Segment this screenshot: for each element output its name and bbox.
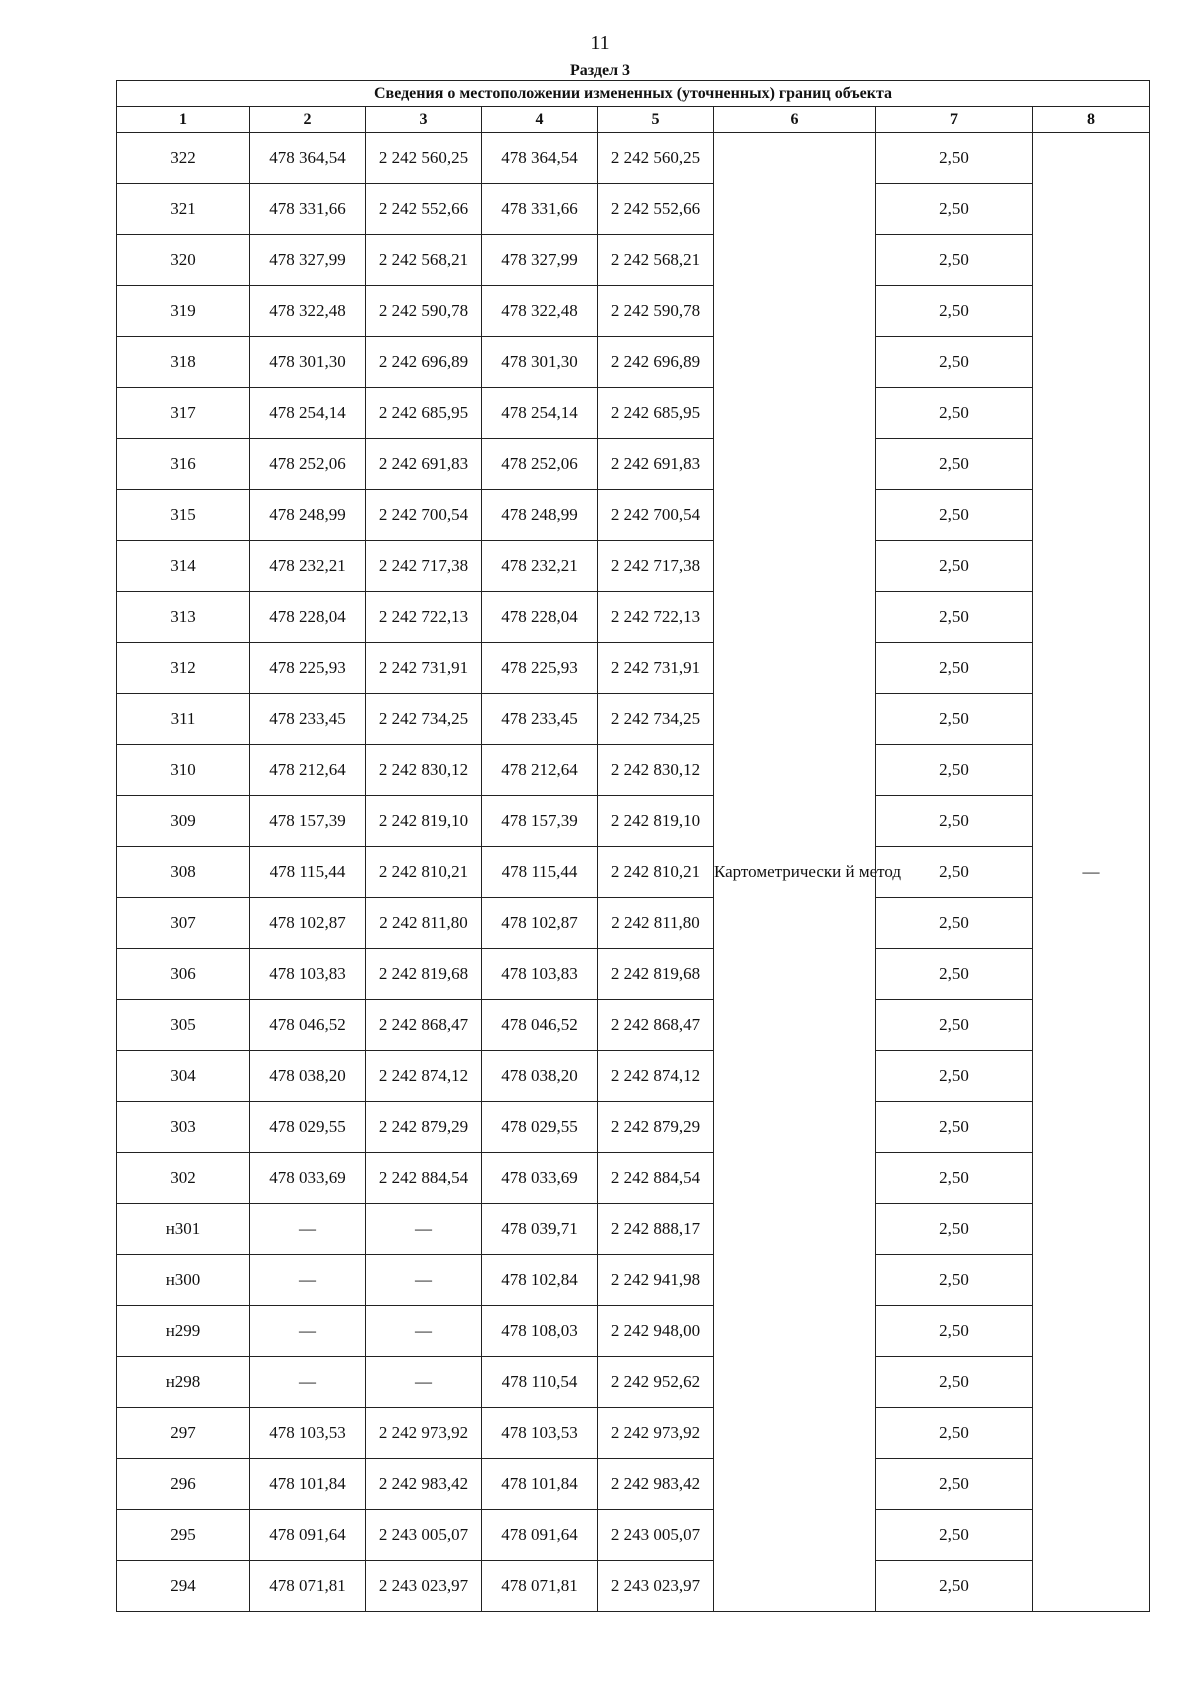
existing-y-cell: —	[366, 1357, 482, 1408]
refined-x-cell: 478 039,71	[482, 1204, 598, 1255]
table-row	[117, 286, 1150, 337]
existing-x-cell: 478 102,87	[250, 898, 366, 949]
refined-x-cell: 478 029,55	[482, 1102, 598, 1153]
table-row	[117, 592, 1150, 643]
accuracy-cell: 2,50	[876, 694, 1033, 745]
table-row	[117, 745, 1150, 796]
refined-y-cell: 2 242 700,54	[598, 490, 714, 541]
refined-y-cell: 2 242 819,68	[598, 949, 714, 1000]
existing-y-cell: 2 242 819,68	[366, 949, 482, 1000]
refined-x-cell: 478 331,66	[482, 184, 598, 235]
existing-x-cell: 478 301,30	[250, 337, 366, 388]
accuracy-cell: 2,50	[876, 184, 1033, 235]
existing-y-cell: —	[366, 1204, 482, 1255]
refined-y-cell: 2 242 731,91	[598, 643, 714, 694]
accuracy-cell: 2,50	[876, 1000, 1033, 1051]
column-header-1: 1	[117, 107, 250, 133]
existing-y-cell: 2 242 868,47	[366, 1000, 482, 1051]
refined-x-cell: 478 252,06	[482, 439, 598, 490]
existing-x-cell: 478 232,21	[250, 541, 366, 592]
column-header-3: 3	[366, 107, 482, 133]
accuracy-cell: 2,50	[876, 490, 1033, 541]
accuracy-cell: 2,50	[876, 286, 1033, 337]
accuracy-cell: 2,50	[876, 847, 1033, 898]
refined-y-cell: 2 242 830,12	[598, 745, 714, 796]
point-id-cell: 302	[117, 1153, 250, 1204]
refined-y-cell: 2 242 879,29	[598, 1102, 714, 1153]
existing-x-cell: 478 252,06	[250, 439, 366, 490]
refined-y-cell: 2 242 874,12	[598, 1051, 714, 1102]
existing-x-cell: —	[250, 1306, 366, 1357]
accuracy-cell: 2,50	[876, 235, 1033, 286]
table-row	[117, 439, 1150, 490]
existing-x-cell: 478 071,81	[250, 1561, 366, 1612]
existing-x-cell: 478 033,69	[250, 1153, 366, 1204]
refined-x-cell: 478 038,20	[482, 1051, 598, 1102]
method-cell: Картометрически й метод	[714, 133, 876, 1612]
table-caption: Сведения о местоположении измененных (уточненных) границ объекта	[117, 81, 1150, 107]
boundary-coordinates-table	[116, 80, 1150, 1612]
refined-x-cell: 478 115,44	[482, 847, 598, 898]
refined-y-cell: 2 242 948,00	[598, 1306, 714, 1357]
refined-y-cell: 2 242 552,66	[598, 184, 714, 235]
existing-y-cell: 2 242 830,12	[366, 745, 482, 796]
existing-x-cell: 478 103,83	[250, 949, 366, 1000]
point-id-cell: 294	[117, 1561, 250, 1612]
refined-y-cell: 2 242 717,38	[598, 541, 714, 592]
refined-x-cell: 478 301,30	[482, 337, 598, 388]
point-id-cell: н298	[117, 1357, 250, 1408]
table-row	[117, 1051, 1150, 1102]
existing-y-cell: 2 242 983,42	[366, 1459, 482, 1510]
accuracy-cell: 2,50	[876, 1204, 1033, 1255]
accuracy-cell: 2,50	[876, 1408, 1033, 1459]
point-id-cell: н300	[117, 1255, 250, 1306]
refined-x-cell: 478 248,99	[482, 490, 598, 541]
existing-y-cell: 2 242 717,38	[366, 541, 482, 592]
point-id-cell: 306	[117, 949, 250, 1000]
column-header-6: 6	[714, 107, 876, 133]
existing-y-cell: 2 242 811,80	[366, 898, 482, 949]
existing-y-cell: 2 242 731,91	[366, 643, 482, 694]
accuracy-cell: 2,50	[876, 388, 1033, 439]
refined-y-cell: 2 242 696,89	[598, 337, 714, 388]
refined-x-cell: 478 103,53	[482, 1408, 598, 1459]
accuracy-cell: 2,50	[876, 133, 1033, 184]
refined-y-cell: 2 243 005,07	[598, 1510, 714, 1561]
existing-x-cell: 478 331,66	[250, 184, 366, 235]
table-row	[117, 643, 1150, 694]
refined-x-cell: 478 228,04	[482, 592, 598, 643]
accuracy-cell: 2,50	[876, 541, 1033, 592]
existing-x-cell: 478 327,99	[250, 235, 366, 286]
existing-y-cell: 2 242 590,78	[366, 286, 482, 337]
refined-x-cell: 478 364,54	[482, 133, 598, 184]
table-row	[117, 133, 1150, 184]
table-body	[117, 133, 1150, 1612]
table-row	[117, 1357, 1150, 1408]
table-row	[117, 796, 1150, 847]
refined-y-cell: 2 242 888,17	[598, 1204, 714, 1255]
existing-y-cell: 2 242 734,25	[366, 694, 482, 745]
point-id-cell: 317	[117, 388, 250, 439]
existing-y-cell: 2 242 819,10	[366, 796, 482, 847]
refined-y-cell: 2 242 722,13	[598, 592, 714, 643]
table-row	[117, 1102, 1150, 1153]
point-id-cell: 321	[117, 184, 250, 235]
refined-x-cell: 478 102,84	[482, 1255, 598, 1306]
point-id-cell: 316	[117, 439, 250, 490]
refined-x-cell: 478 103,83	[482, 949, 598, 1000]
accuracy-cell: 2,50	[876, 745, 1033, 796]
refined-x-cell: 478 157,39	[482, 796, 598, 847]
table-row	[117, 1459, 1150, 1510]
refined-y-cell: 2 243 023,97	[598, 1561, 714, 1612]
refined-y-cell: 2 242 973,92	[598, 1408, 714, 1459]
point-id-cell: 296	[117, 1459, 250, 1510]
table-row	[117, 1306, 1150, 1357]
accuracy-cell: 2,50	[876, 439, 1033, 490]
column-header-4: 4	[482, 107, 598, 133]
refined-x-cell: 478 033,69	[482, 1153, 598, 1204]
accuracy-cell: 2,50	[876, 1561, 1033, 1612]
refined-x-cell: 478 322,48	[482, 286, 598, 337]
point-id-cell: 311	[117, 694, 250, 745]
refined-x-cell: 478 101,84	[482, 1459, 598, 1510]
column-header-2: 2	[250, 107, 366, 133]
existing-x-cell: 478 038,20	[250, 1051, 366, 1102]
accuracy-cell: 2,50	[876, 1510, 1033, 1561]
point-id-cell: 312	[117, 643, 250, 694]
table-row	[117, 898, 1150, 949]
table-row	[117, 694, 1150, 745]
point-id-cell: 295	[117, 1510, 250, 1561]
table-row	[117, 1153, 1150, 1204]
accuracy-cell: 2,50	[876, 337, 1033, 388]
point-id-cell: 318	[117, 337, 250, 388]
table-row	[117, 184, 1150, 235]
point-id-cell: 305	[117, 1000, 250, 1051]
refined-x-cell: 478 091,64	[482, 1510, 598, 1561]
existing-y-cell: 2 242 879,29	[366, 1102, 482, 1153]
existing-y-cell: —	[366, 1306, 482, 1357]
existing-x-cell: 478 225,93	[250, 643, 366, 694]
existing-x-cell: 478 115,44	[250, 847, 366, 898]
existing-x-cell: 478 029,55	[250, 1102, 366, 1153]
existing-x-cell: 478 091,64	[250, 1510, 366, 1561]
accuracy-cell: 2,50	[876, 1051, 1033, 1102]
existing-x-cell: 478 228,04	[250, 592, 366, 643]
existing-y-cell: 2 242 884,54	[366, 1153, 482, 1204]
existing-x-cell: 478 157,39	[250, 796, 366, 847]
refined-x-cell: 478 254,14	[482, 388, 598, 439]
existing-x-cell: 478 103,53	[250, 1408, 366, 1459]
existing-x-cell: 478 046,52	[250, 1000, 366, 1051]
existing-y-cell: 2 242 696,89	[366, 337, 482, 388]
existing-x-cell: 478 233,45	[250, 694, 366, 745]
refined-x-cell: 478 212,64	[482, 745, 598, 796]
refined-y-cell: 2 242 560,25	[598, 133, 714, 184]
existing-x-cell: —	[250, 1255, 366, 1306]
table-row	[117, 847, 1150, 898]
accuracy-cell: 2,50	[876, 1306, 1033, 1357]
accuracy-cell: 2,50	[876, 796, 1033, 847]
accuracy-cell: 2,50	[876, 1102, 1033, 1153]
accuracy-cell: 2,50	[876, 898, 1033, 949]
refined-x-cell: 478 046,52	[482, 1000, 598, 1051]
refined-x-cell: 478 327,99	[482, 235, 598, 286]
table-row	[117, 1255, 1150, 1306]
table-row	[117, 541, 1150, 592]
existing-x-cell: —	[250, 1357, 366, 1408]
existing-x-cell: 478 254,14	[250, 388, 366, 439]
refined-x-cell: 478 233,45	[482, 694, 598, 745]
refined-y-cell: 2 242 810,21	[598, 847, 714, 898]
existing-y-cell: 2 242 810,21	[366, 847, 482, 898]
accuracy-cell: 2,50	[876, 949, 1033, 1000]
section-title: Раздел 3	[569, 62, 631, 79]
point-id-cell: 307	[117, 898, 250, 949]
refined-x-cell: 478 232,21	[482, 541, 598, 592]
existing-y-cell: 2 242 691,83	[366, 439, 482, 490]
refined-y-cell: 2 242 868,47	[598, 1000, 714, 1051]
point-id-cell: 309	[117, 796, 250, 847]
existing-y-cell: 2 243 023,97	[366, 1561, 482, 1612]
point-id-cell: н301	[117, 1204, 250, 1255]
table-row	[117, 1204, 1150, 1255]
refined-x-cell: 478 108,03	[482, 1306, 598, 1357]
accuracy-cell: 2,50	[876, 1459, 1033, 1510]
existing-y-cell: 2 242 552,66	[366, 184, 482, 235]
table-row	[117, 949, 1150, 1000]
existing-y-cell: —	[366, 1255, 482, 1306]
table-row	[117, 235, 1150, 286]
existing-y-cell: 2 242 973,92	[366, 1408, 482, 1459]
refined-x-cell: 478 071,81	[482, 1561, 598, 1612]
point-id-cell: н299	[117, 1306, 250, 1357]
column-header-7: 7	[876, 107, 1033, 133]
existing-y-cell: 2 242 700,54	[366, 490, 482, 541]
existing-x-cell: 478 212,64	[250, 745, 366, 796]
existing-x-cell: 478 364,54	[250, 133, 366, 184]
refined-y-cell: 2 242 685,95	[598, 388, 714, 439]
point-id-cell: 319	[117, 286, 250, 337]
existing-x-cell: —	[250, 1204, 366, 1255]
column-header-5: 5	[598, 107, 714, 133]
table-row	[117, 1408, 1150, 1459]
refined-y-cell: 2 242 819,10	[598, 796, 714, 847]
refined-y-cell: 2 242 884,54	[598, 1153, 714, 1204]
refined-y-cell: 2 242 983,42	[598, 1459, 714, 1510]
refined-x-cell: 478 110,54	[482, 1357, 598, 1408]
point-id-cell: 308	[117, 847, 250, 898]
existing-y-cell: 2 242 874,12	[366, 1051, 482, 1102]
point-id-cell: 315	[117, 490, 250, 541]
refined-y-cell: 2 242 952,62	[598, 1357, 714, 1408]
point-id-cell: 303	[117, 1102, 250, 1153]
accuracy-cell: 2,50	[876, 1255, 1033, 1306]
point-id-cell: 304	[117, 1051, 250, 1102]
existing-y-cell: 2 242 568,21	[366, 235, 482, 286]
refined-y-cell: 2 242 691,83	[598, 439, 714, 490]
page-number: 11	[590, 32, 610, 54]
table-row	[117, 388, 1150, 439]
refined-y-cell: 2 242 590,78	[598, 286, 714, 337]
table-row	[117, 1561, 1150, 1612]
column-8-cell: —	[1033, 133, 1150, 1612]
point-id-cell: 320	[117, 235, 250, 286]
table-row	[117, 1000, 1150, 1051]
point-id-cell: 297	[117, 1408, 250, 1459]
refined-y-cell: 2 242 734,25	[598, 694, 714, 745]
column-number-row	[117, 107, 1150, 133]
point-id-cell: 322	[117, 133, 250, 184]
refined-x-cell: 478 102,87	[482, 898, 598, 949]
existing-x-cell: 478 248,99	[250, 490, 366, 541]
point-id-cell: 314	[117, 541, 250, 592]
accuracy-cell: 2,50	[876, 1153, 1033, 1204]
accuracy-cell: 2,50	[876, 592, 1033, 643]
point-id-cell: 313	[117, 592, 250, 643]
existing-y-cell: 2 242 685,95	[366, 388, 482, 439]
table-row	[117, 490, 1150, 541]
existing-y-cell: 2 242 722,13	[366, 592, 482, 643]
existing-x-cell: 478 101,84	[250, 1459, 366, 1510]
existing-x-cell: 478 322,48	[250, 286, 366, 337]
refined-x-cell: 478 225,93	[482, 643, 598, 694]
existing-y-cell: 2 243 005,07	[366, 1510, 482, 1561]
refined-y-cell: 2 242 568,21	[598, 235, 714, 286]
table-row	[117, 337, 1150, 388]
refined-y-cell: 2 242 811,80	[598, 898, 714, 949]
table-row	[117, 1510, 1150, 1561]
accuracy-cell: 2,50	[876, 1357, 1033, 1408]
point-id-cell: 310	[117, 745, 250, 796]
accuracy-cell: 2,50	[876, 643, 1033, 694]
existing-y-cell: 2 242 560,25	[366, 133, 482, 184]
column-header-8: 8	[1033, 107, 1150, 133]
refined-y-cell: 2 242 941,98	[598, 1255, 714, 1306]
